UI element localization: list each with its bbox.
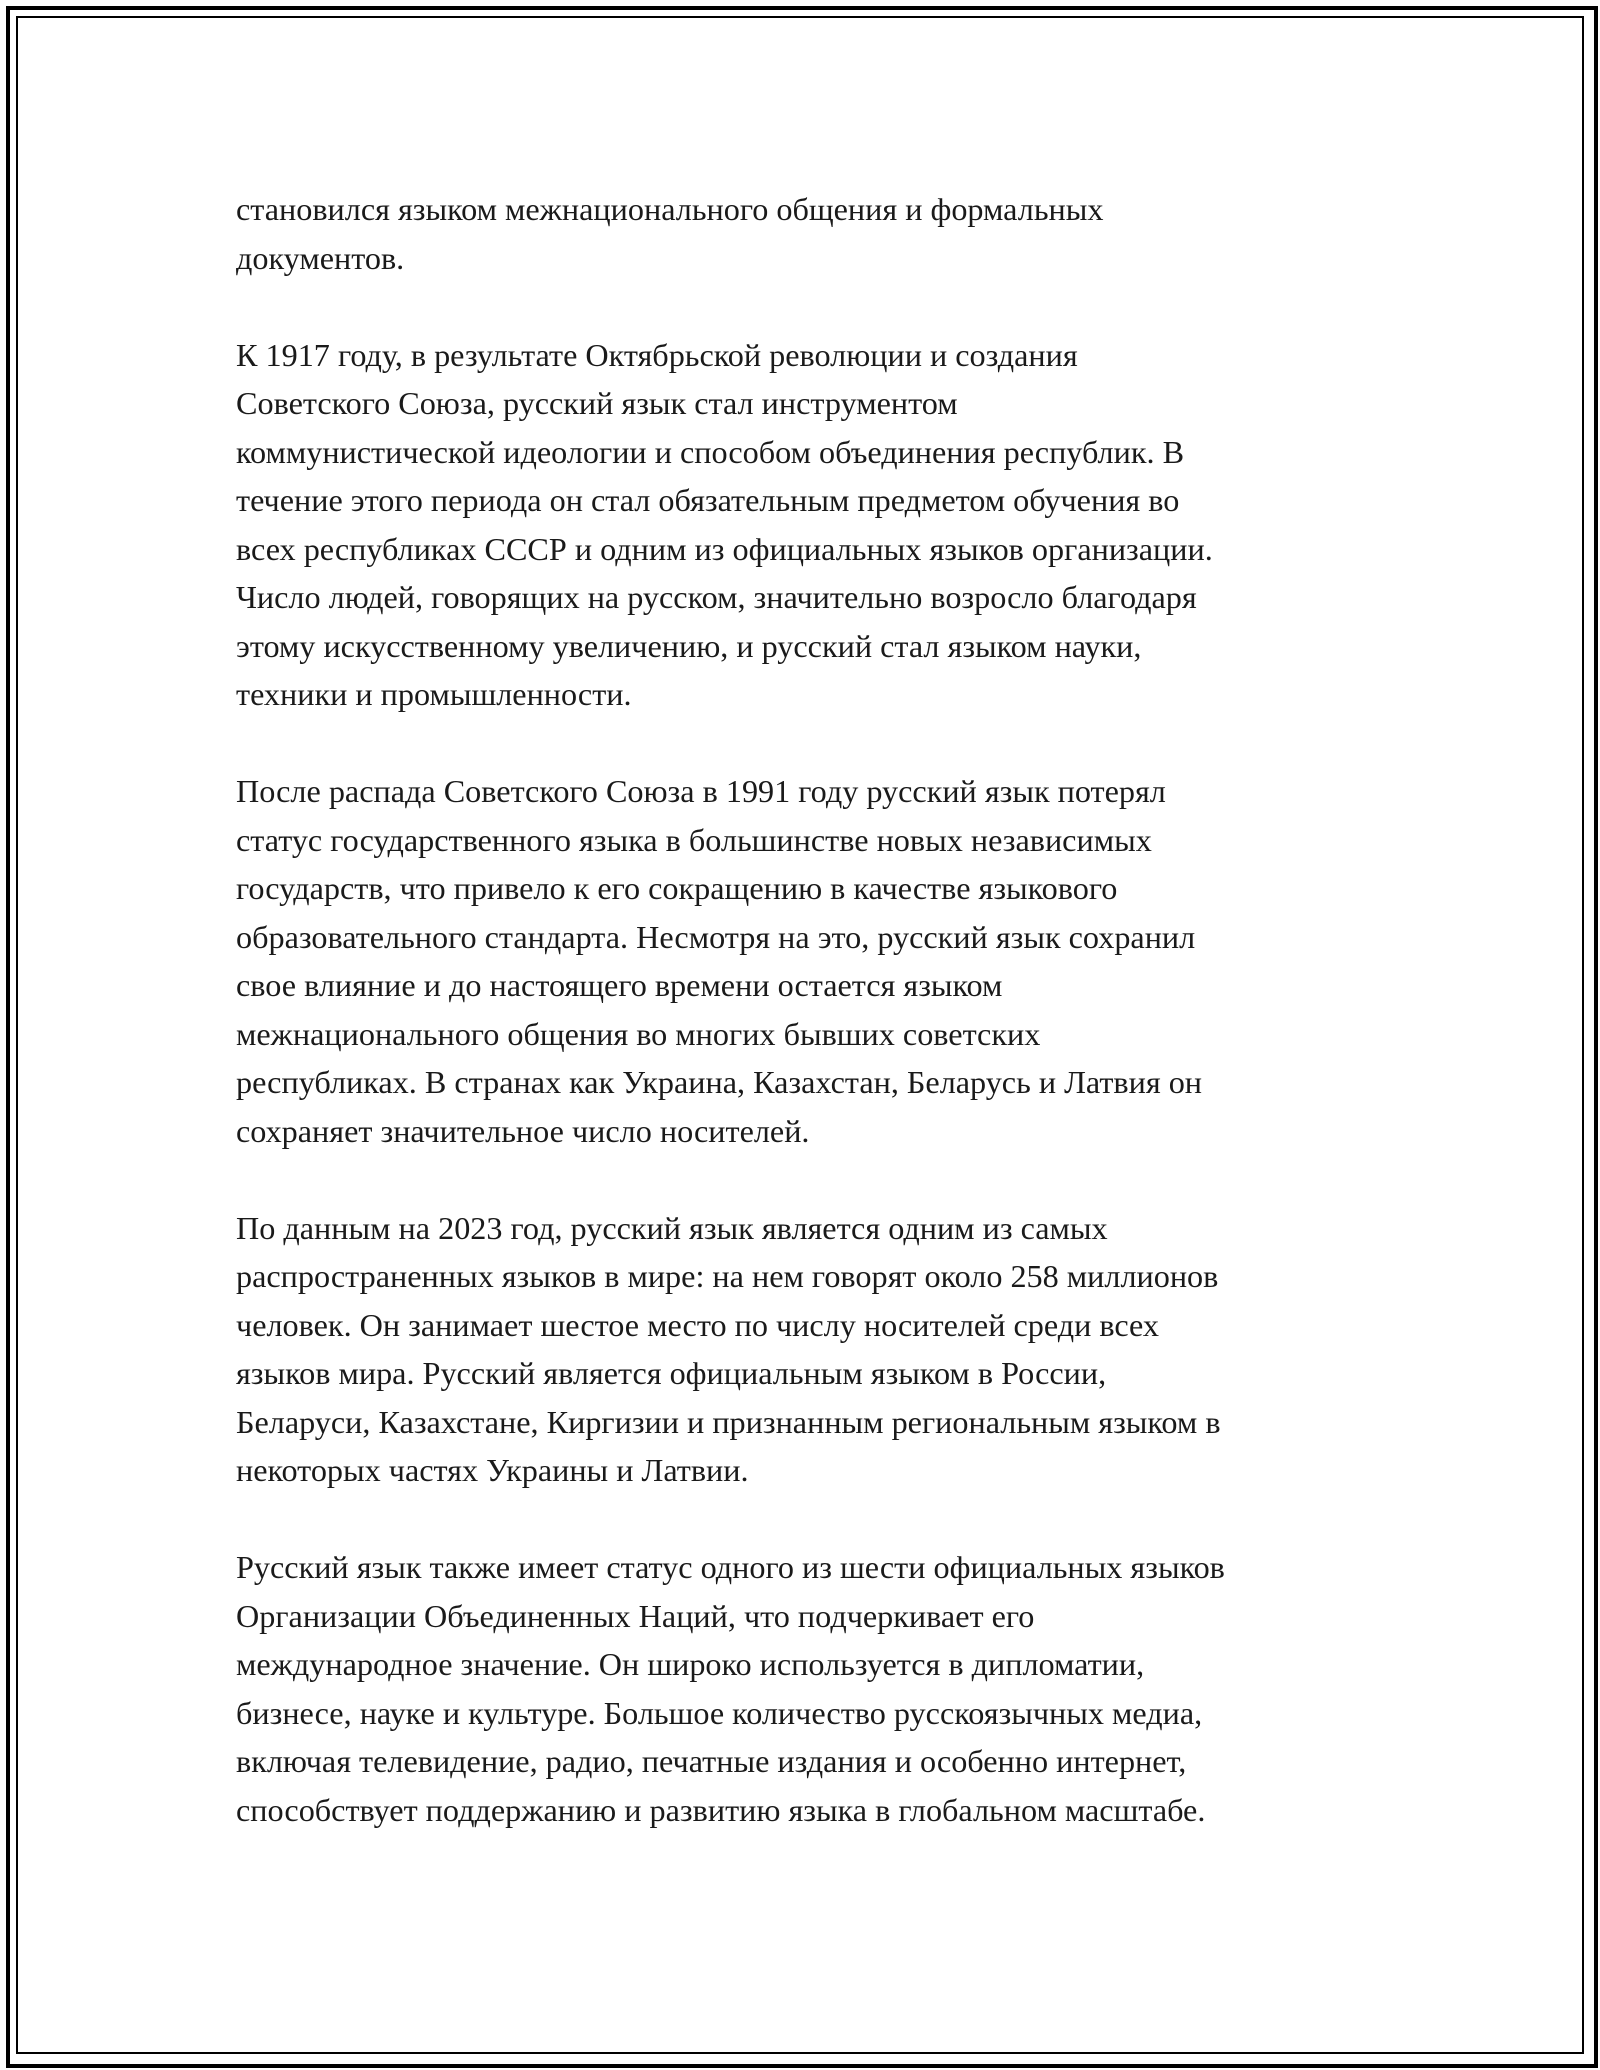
text-line: Число людей, говорящих на русском, значительно возросло благодаря [236, 579, 1197, 615]
text-line: способствует поддержанию и развитию языка в глобальном масштабе. [236, 1791, 1206, 1828]
text-line: государств, что привело к его сокращению в качестве языкового [236, 870, 1118, 906]
text-line: всех республиках СССР и одним из официальных языков организации. [236, 530, 1213, 567]
paragraph-soviet-prelude [236, 185, 1386, 282]
text-line: сохраняет значительное число носителей. [236, 1112, 810, 1149]
text-line: республиках. В странах как Украина, Казахстан, Беларусь и Латвия он [236, 1064, 1203, 1100]
text-line: Советского Союза, русский язык стал инструментом [236, 385, 958, 421]
text-line: После распада Советского Союза в 1991 году русский язык потерял [236, 773, 1166, 809]
text-line: межнационального общения во многих бывших советских [236, 1015, 1041, 1052]
paragraph-2023-statistics [236, 1204, 1386, 1495]
text-line: международное значение. Он широко используется в дипломатии, [236, 1646, 1145, 1682]
text-line: человек. Он занимает шестое место по числу носителей среди всех [236, 1306, 1160, 1343]
text-line: Организации Объединенных Наций, что подчеркивает его [236, 1597, 1035, 1634]
text-line: По данным на 2023 год, русский язык является одним из самых [236, 1209, 1108, 1246]
text-line: техники и промышленности. [236, 676, 632, 712]
paragraph-un-status [236, 1543, 1386, 1834]
paragraph-soviet-era [236, 331, 1386, 719]
text-line: включая телевидение, радио, печатные издания и особенно интернет, [236, 1743, 1187, 1779]
text-line: некоторых частях Украины и Латвии. [236, 1452, 749, 1488]
document-body [236, 185, 1386, 1834]
text-line: распространенных языков в мире: на нем говорят около 258 миллионов [236, 1258, 1219, 1294]
text-line: языков мира. Русский является официальным языком в России, [236, 1355, 1107, 1391]
text-line: Беларуси, Казахстане, Киргизии и признанным региональным языком в [236, 1403, 1221, 1440]
text-line: К 1917 году, в результате Октябрьской революции и создания [236, 336, 1078, 373]
text-line: образовательного стандарта. Несмотря на это, русский язык сохранил [236, 918, 1196, 955]
text-line: свое влияние и до настоящего времени остается языком [236, 967, 1003, 1003]
text-line: бизнесе, науке и культуре. Большое количество русскоязычных медиа, [236, 1694, 1203, 1731]
text-line: течение этого периода он стал обязательным предметом обучения во [236, 482, 1180, 518]
text-line: коммунистической идеологии и способом объединения республик. В [236, 433, 1185, 470]
text-line: статус государственного языка в большинстве новых независимых [236, 821, 1152, 858]
text-line: Русский язык также имеет статус одного из шести официальных языков [236, 1549, 1225, 1585]
text-line: этому искусственному увеличению, и русский стал языком науки, [236, 627, 1142, 664]
text-line: становился языком межнационального общения и формальных [236, 191, 1104, 227]
paragraph-post-soviet [236, 767, 1386, 1155]
text-line: документов. [236, 239, 405, 276]
